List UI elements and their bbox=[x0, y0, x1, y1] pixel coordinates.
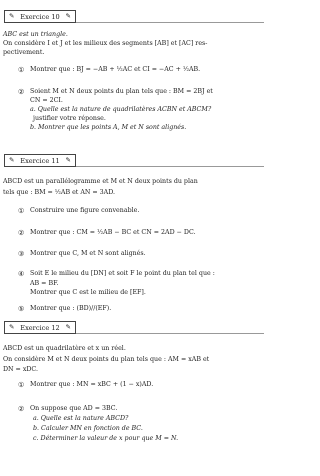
pen-icon: ✎ bbox=[9, 12, 15, 21]
exercise-12-title: Exercice 12 bbox=[20, 323, 60, 332]
ex10-intro-2: On considère I et J et les milieux des segments [AB] et [AC] res- bbox=[3, 40, 208, 47]
exercise-11-title: Exercice 11 bbox=[20, 156, 60, 165]
item-number: ② bbox=[18, 229, 25, 237]
ex10-item2-line4: justifier votre réponse. bbox=[33, 115, 106, 122]
ex10-intro-1: ABC est un triangle. bbox=[3, 31, 68, 38]
exercise-12-header bbox=[0, 321, 268, 337]
item-number: ③ bbox=[18, 250, 25, 258]
ex11-item4-line3: Montrer que C est le milieu de [EF]. bbox=[30, 289, 146, 296]
pen-icon: ✎ bbox=[9, 156, 15, 165]
ex12-intro-2: On considère M et N deux points du plan tels que : AM = xAB et bbox=[3, 356, 210, 363]
divider bbox=[76, 166, 264, 167]
exercise-11-header bbox=[0, 154, 268, 170]
item-number: ① bbox=[18, 207, 25, 215]
item-number: ① bbox=[18, 66, 25, 74]
divider bbox=[76, 22, 264, 23]
item-number: ⑤ bbox=[18, 305, 25, 313]
ex11-item4-line1: Soit E le milieu du [DN] et soit F le point du plan tel que : bbox=[30, 270, 215, 277]
ex11-item5-line1: Montrer que : (BD)//(EF). bbox=[30, 305, 112, 312]
item-number: ② bbox=[18, 88, 25, 96]
ex11-item3-line1: Montrer que C, M et N sont alignés. bbox=[30, 250, 146, 257]
divider bbox=[76, 333, 264, 334]
ex10-item2-line1: Soient M et N deux points du plan tels que : BM = 2BJ et bbox=[30, 88, 213, 95]
ex12-intro-3: DN = xDC. bbox=[3, 366, 39, 373]
pen-icon: ✎ bbox=[65, 156, 71, 165]
ex11-intro-2: tels que : BM = ½AB et AN = 3AD. bbox=[3, 189, 116, 196]
exercise-10-title: Exercice 10 bbox=[20, 12, 60, 21]
pen-icon: ✎ bbox=[9, 323, 15, 332]
pen-icon: ✎ bbox=[65, 323, 71, 332]
pen-icon: ✎ bbox=[65, 12, 71, 21]
ex12-item2-line1: On suppose que AD = 3BC. bbox=[30, 405, 118, 412]
item-number: ② bbox=[18, 405, 25, 413]
ex10-item2-line5: b. Montrer que les points A, M et N sont alignés. bbox=[30, 124, 187, 131]
ex11-intro-1: ABCD est un parallélogramme et M et N deux points du plan bbox=[3, 178, 198, 185]
ex12-intro-1: ABCD est un quadrilatère et x un réel. bbox=[3, 345, 126, 352]
ex12-item2-line3: b. Calculer MN en fonction de BC. bbox=[33, 425, 143, 432]
item-number: ④ bbox=[18, 270, 25, 278]
ex10-item1-line1: Montrer que : BJ = −AB + ½AC et CI = −AC + ½AB. bbox=[30, 66, 201, 73]
ex12-item2-line4: c. Déterminer la valeur de x pour que M = N. bbox=[33, 435, 179, 442]
ex10-item2-line2: CN = 2CI. bbox=[30, 97, 63, 104]
exercise-10-header bbox=[0, 10, 268, 26]
ex11-item4-line2: AB = BF. bbox=[30, 280, 59, 287]
ex11-item2-line1: Montrer que : CM = ½AB − BC et CN = 2AD − DC. bbox=[30, 229, 196, 236]
ex12-item2-line2: a. Quelle est la nature ABCD? bbox=[33, 415, 129, 422]
ex11-item1-line1: Construire une figure convenable. bbox=[30, 207, 140, 214]
ex10-item2-line3: a. Quelle est la nature de quadrilatères ACBN et ABCM? bbox=[30, 106, 212, 113]
item-number: ① bbox=[18, 381, 25, 389]
ex12-item1-line1: Montrer que : MN = xBC + (1 − x)AD. bbox=[30, 381, 154, 388]
ex10-intro-3: pectivement. bbox=[3, 49, 45, 56]
